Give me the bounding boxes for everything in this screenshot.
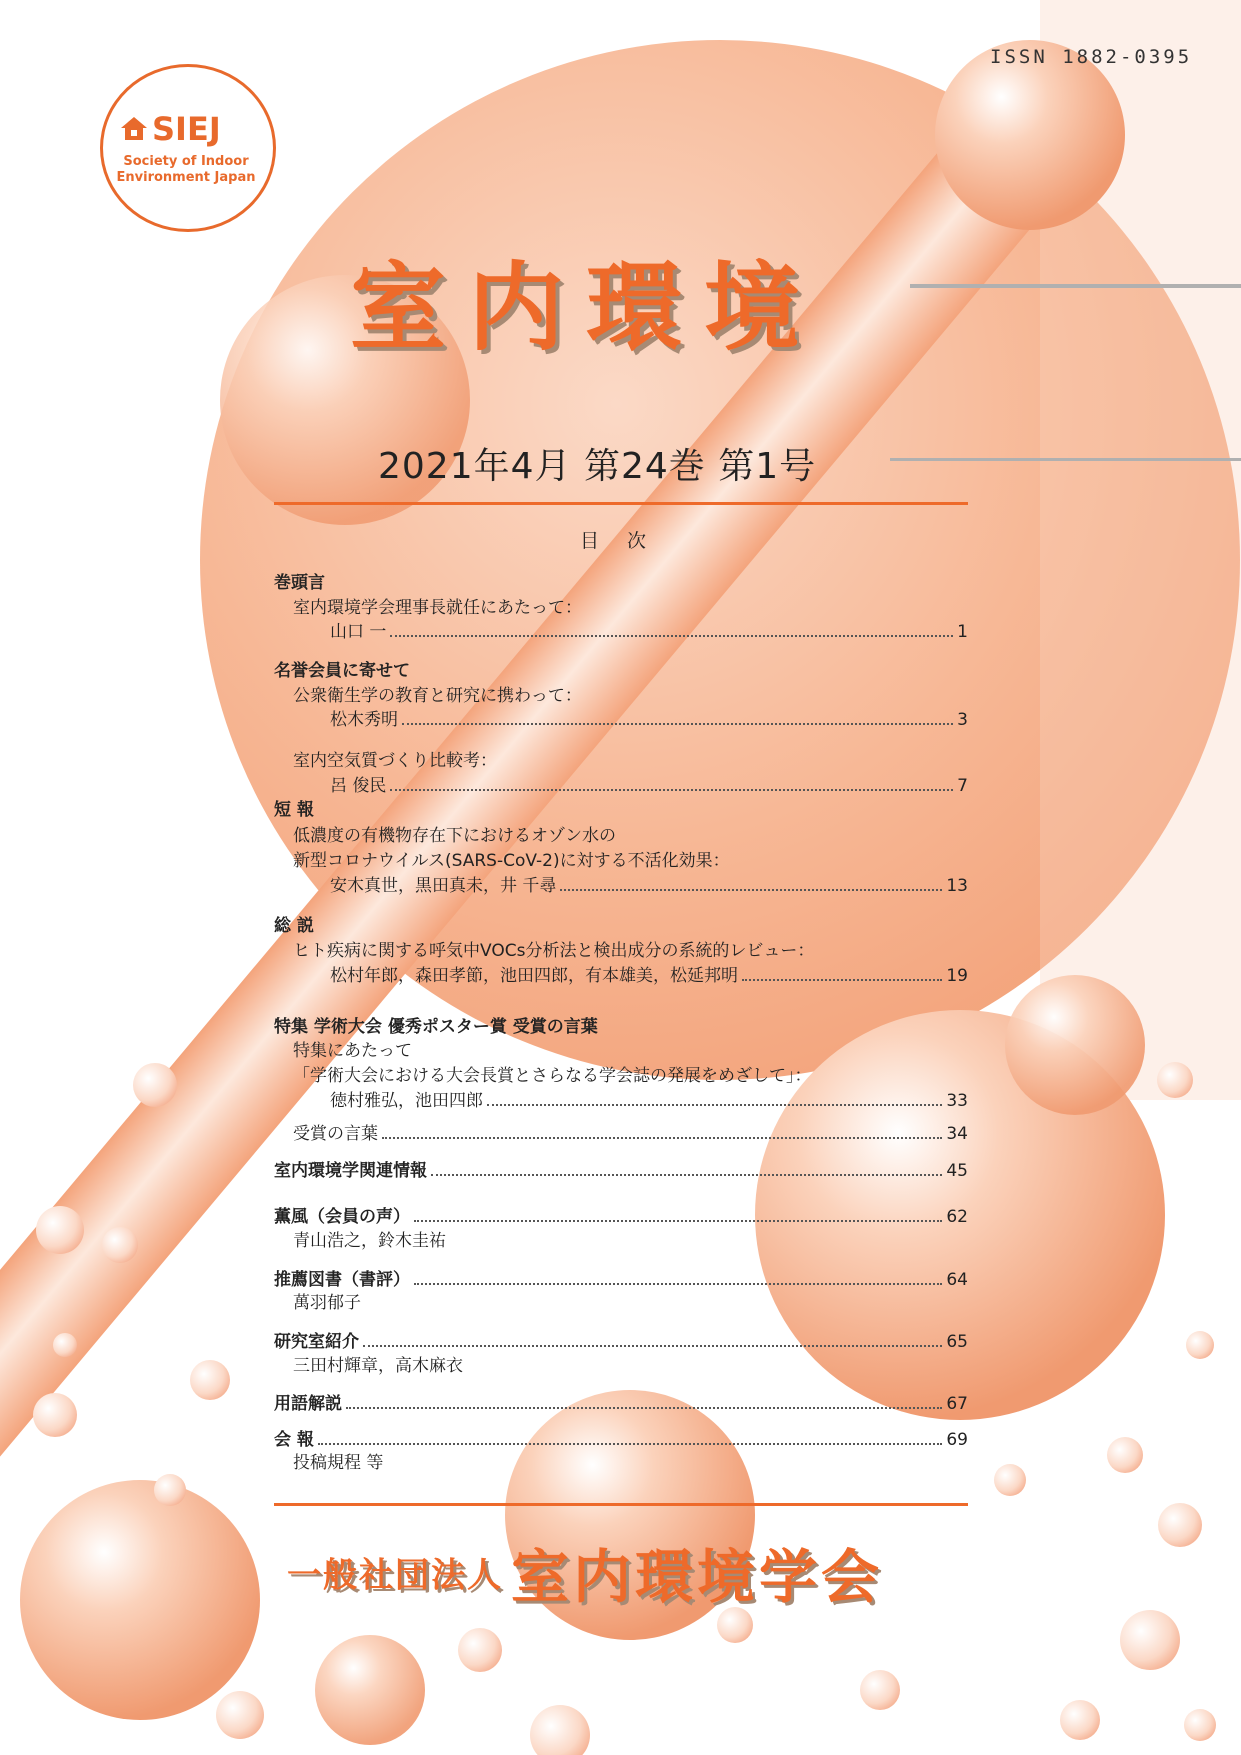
toc-item-text: 青山浩之，鈴木圭祐 (293, 1231, 446, 1251)
toc-item (293, 593, 582, 618)
toc-bottom-rule (274, 1503, 968, 1506)
toc-page-number: 64 (946, 1270, 968, 1290)
toc-item (293, 1288, 361, 1313)
toc-author (330, 617, 968, 642)
toc-item (293, 746, 497, 771)
toc-item (293, 681, 582, 706)
toc-leader-dots (414, 1220, 942, 1222)
toc-section-text: 特集 学術大会 優秀ポスター賞 受賞の言葉 (274, 1017, 598, 1037)
logo-subtitle-line1: Society of Indoor (123, 154, 249, 169)
toc-section (274, 795, 314, 820)
issue-rule (890, 458, 1241, 461)
toc-item-text: 低濃度の有機物存在下におけるオゾン水の (293, 826, 616, 846)
toc-section (274, 911, 314, 936)
toc-item-text: 公衆衛生学の教育と研究に携わって： (293, 686, 582, 706)
toc-author-text: 山口 一 (330, 622, 387, 642)
toc-section-text: 薫風（会員の声） (274, 1207, 410, 1227)
toc-page-number: 34 (946, 1124, 968, 1144)
toc-top-rule (274, 502, 968, 505)
toc-section (274, 1327, 968, 1352)
toc-author (330, 1086, 968, 1111)
toc-leader-dots (414, 1283, 942, 1285)
journal-title: 室内環境 (350, 252, 822, 364)
toc-page-number: 62 (946, 1207, 968, 1227)
logo-subtitle (116, 154, 256, 186)
toc-item-text: 室内環境学会理事長就任にあたって： (293, 598, 582, 618)
toc-item (293, 936, 814, 961)
toc-item (293, 821, 616, 846)
toc-author-text: 松村年郎，森田孝節，池田四郎，有本雄美，松延邦明 (330, 966, 738, 986)
toc-item-text: 萬羽郁子 (293, 1293, 361, 1313)
toc-leader-dots (346, 1407, 942, 1409)
toc-item (293, 1448, 383, 1473)
toc-page-number: 33 (946, 1091, 968, 1111)
toc-item-text: 室内空気質づくり比較考： (293, 751, 497, 771)
toc-item (293, 1226, 446, 1251)
toc-section-text: 短 報 (274, 800, 314, 820)
toc-item-text: 受賞の言葉 (293, 1124, 378, 1144)
logo-subtitle-line2: Environment Japan (116, 170, 256, 185)
toc-heading: 目次 (580, 530, 675, 552)
toc-leader-dots (402, 723, 953, 725)
toc-leader-dots (382, 1137, 942, 1139)
toc-item-text: 三田村輝章，高木麻衣 (293, 1356, 463, 1376)
title-rule (910, 284, 1241, 288)
toc-section-text: 名誉会員に寄せて (274, 661, 410, 681)
organization-name (287, 1530, 883, 1614)
toc-leader-dots (390, 635, 953, 637)
toc-section (274, 1265, 968, 1290)
house-icon (120, 114, 148, 142)
toc-section-text: 総 説 (274, 916, 314, 936)
toc-section-text: 用語解説 (274, 1394, 342, 1414)
toc-page-number: 13 (946, 876, 968, 896)
toc-section (274, 1202, 968, 1227)
toc-section (274, 1012, 598, 1037)
toc-section-text: 会 報 (274, 1430, 314, 1450)
toc-section-text: 巻頭言 (274, 573, 325, 593)
toc-leader-dots (742, 979, 942, 981)
toc-author (330, 705, 968, 730)
toc-page-number: 67 (946, 1394, 968, 1414)
toc-item (293, 1119, 968, 1144)
issue-label: 2021年4月 第24巻 第1号 (378, 446, 817, 487)
toc-item (293, 846, 730, 871)
toc-item-text: ヒト疾病に関する呼気中VOCs分析法と検出成分の系統的レビュー： (293, 941, 815, 961)
toc-section (274, 1389, 968, 1414)
toc-section-text: 室内環境学関連情報 (274, 1161, 427, 1181)
toc-leader-dots (390, 789, 953, 791)
siej-logo (100, 64, 278, 230)
toc-page-number: 45 (946, 1161, 968, 1181)
toc-section (274, 1156, 968, 1181)
toc-author (330, 961, 968, 986)
toc-leader-dots (560, 889, 942, 891)
toc-page-number: 1 (957, 622, 968, 642)
toc-page-number: 65 (946, 1332, 968, 1352)
toc-leader-dots (318, 1443, 942, 1445)
toc-leader-dots (487, 1104, 942, 1106)
toc-item (293, 1351, 463, 1376)
toc-page-number: 69 (946, 1430, 968, 1450)
toc-section (274, 656, 410, 681)
organization-prefix: 一般社団法人 (287, 1555, 503, 1596)
toc-leader-dots (363, 1345, 942, 1347)
organization-title: 室内環境学会 (511, 1543, 884, 1611)
toc-leader-dots (431, 1174, 942, 1176)
toc-section (274, 1425, 968, 1450)
toc-page-number: 7 (957, 776, 968, 796)
toc-page-number: 3 (957, 710, 968, 730)
toc-item (293, 1061, 812, 1086)
toc-section-text: 研究室紹介 (274, 1332, 359, 1352)
issn-number: ISSN 1882-0395 (990, 46, 1193, 68)
toc-section (274, 568, 325, 593)
logo-acronym: SIEJ (152, 110, 221, 148)
toc-author-text: 松木秀明 (330, 710, 398, 730)
toc-author-text: 安木真世，黒田真未，井 千尋 (330, 876, 557, 896)
toc-item-text: 「学術大会における大会長賞とさらなる学会誌の発展をめざして」： (293, 1066, 812, 1086)
logo-ring (100, 64, 276, 232)
toc-section-text: 推薦図書（書評） (274, 1270, 410, 1290)
toc-author (330, 871, 968, 896)
toc-author-text: 呂 俊民 (330, 776, 387, 796)
toc-item (293, 1036, 412, 1061)
toc-item-text: 新型コロナウイルス(SARS-CoV-2)に対する不活化効果： (293, 851, 730, 871)
toc-author (330, 771, 968, 796)
toc-item-text: 特集にあたって (293, 1041, 412, 1061)
toc-page-number: 19 (946, 966, 968, 986)
toc-item-text: 投稿規程 等 (293, 1453, 384, 1473)
toc-author-text: 徳村雅弘，池田四郎 (330, 1091, 483, 1111)
